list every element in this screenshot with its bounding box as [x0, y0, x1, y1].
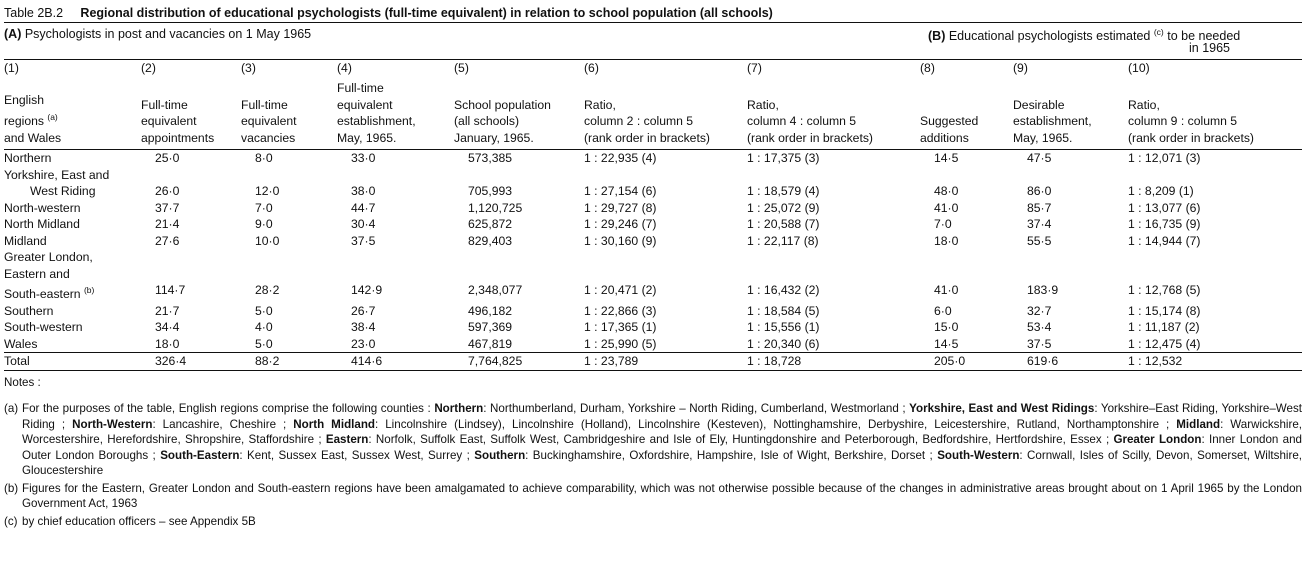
total-c6: 1 : 23,789	[584, 354, 639, 369]
table-row-continuation	[4, 266, 1302, 283]
cell-c10: 1 : 8,209 (1)	[1128, 184, 1194, 198]
header-line: (all schools)	[454, 114, 520, 128]
cell-c7	[747, 167, 920, 184]
header-line: appointments	[141, 130, 215, 145]
region-cell	[4, 282, 141, 303]
cell-c3: 10·0	[255, 233, 280, 248]
note-a-segment: : Lancashire, Cheshire ;	[152, 417, 294, 431]
cell-c8: 14·5	[934, 336, 959, 351]
region-cell	[4, 233, 141, 250]
column-header-5	[454, 80, 584, 150]
cell-c4: 33·0	[351, 151, 376, 165]
note-a-segment: : Cornwall, Isles of Scilly, Devon, Somerset, Wiltshire, Gloucestershire	[22, 448, 1303, 478]
table-row	[4, 183, 1302, 200]
cell-c7: 1 : 18,584 (5)	[747, 303, 820, 318]
table-row-continuation	[4, 167, 1302, 184]
region-name: Southern	[4, 303, 54, 318]
region-name: North-western	[4, 200, 81, 215]
cell-c4	[337, 266, 454, 283]
header-line: establishment,	[1013, 114, 1092, 128]
cell-c8: 41·0	[934, 283, 959, 297]
region-name: Eastern and	[4, 266, 70, 281]
cell-c4: 26·7	[351, 303, 376, 318]
cell-c2: 21·4	[155, 217, 180, 231]
region-name: West Riding	[30, 184, 96, 198]
note-a-segment: : Northumberland, Durham, Yorkshire – North Riding, Cumberland, Westmorland ;	[483, 402, 910, 416]
cell-c10: 1 : 12,475 (4)	[1128, 336, 1201, 351]
column-header-10	[1128, 80, 1302, 150]
cell-c5: 467,819	[468, 336, 513, 351]
cell-c6	[584, 167, 747, 184]
region-cell	[4, 266, 141, 283]
cell-c5	[454, 167, 584, 184]
total-c2: 326·4	[155, 354, 187, 369]
cell-c9: 47·5	[1027, 151, 1052, 165]
table-caption	[4, 4, 1302, 22]
note-a-region-name: Northern	[434, 402, 484, 416]
table-row	[4, 216, 1302, 233]
table-row	[4, 150, 1302, 167]
note-a-region-name: North-Western	[72, 417, 153, 431]
header-line: Full-time	[141, 97, 188, 112]
header-line: Ratio,	[747, 97, 779, 112]
column-header-9	[1013, 80, 1128, 150]
cell-c4: 37·5	[351, 233, 376, 248]
cell-c2: 37·7	[155, 200, 180, 215]
cell-c5: 573,385	[468, 151, 513, 165]
header-line: equivalent	[141, 114, 197, 128]
cell-c8: 14·5	[934, 151, 959, 165]
cell-c9: 37·5	[1027, 336, 1052, 351]
cell-c5: 2,348,077	[468, 283, 523, 297]
cell-c7: 1 : 17,375 (3)	[747, 151, 820, 165]
cell-c6: 1 : 22,866 (3)	[584, 303, 657, 318]
table-row	[4, 282, 1302, 303]
total-c5: 7,764,825	[468, 354, 523, 369]
table-row	[4, 319, 1302, 336]
note-a-segment: : Yorkshire–East Riding, Yorkshire–West Riding ;	[22, 402, 1302, 431]
document-page	[4, 4, 1302, 531]
table-title: Regional distribution of educational psychologists (full-time equivalent) in relation to school population (all schools)	[80, 6, 773, 20]
cell-c4: 38·0	[351, 184, 376, 198]
cell-c7: 1 : 18,579 (4)	[747, 184, 820, 198]
column-header-2	[141, 80, 241, 150]
cell-c3: 7·0	[255, 200, 273, 215]
cell-c8	[920, 266, 1013, 283]
cell-c2	[141, 266, 241, 283]
cell-c3: 9·0	[255, 217, 273, 231]
section-b-text-2: to be needed	[1167, 29, 1241, 44]
total-row	[4, 353, 1302, 370]
note-a-region-name: Eastern	[325, 433, 369, 447]
note-a-label: (a)	[4, 402, 19, 416]
region-name: Greater London,	[4, 250, 93, 264]
cell-c3: 4·0	[255, 320, 273, 335]
cell-c9: 86·0	[1027, 184, 1052, 198]
region-name: North Midland	[4, 217, 80, 231]
column-number-1: (1)	[4, 61, 19, 75]
cell-c3: 5·0	[255, 336, 273, 351]
cell-c5: 496,182	[468, 303, 513, 318]
table-row	[4, 233, 1302, 250]
cell-c9: 55·5	[1027, 233, 1052, 248]
cell-c2: 114·7	[155, 283, 186, 297]
cell-c5: 1,120,725	[468, 200, 523, 215]
header-line: School population	[454, 97, 551, 112]
header-line: May, 1965.	[1013, 130, 1073, 145]
header-line: Suggested	[920, 114, 979, 128]
note-a-segment: : Buckinghamshire, Oxfordshire, Hampshire, Isle of Wight, Berkshire, Dorset ;	[525, 448, 938, 462]
header-line: May, 1965.	[337, 130, 397, 145]
note-a-region-name: Yorkshire, East and West Ridings	[909, 402, 1095, 416]
note-c-text: by chief education officers – see Appendix 5B	[22, 514, 256, 528]
note-b-text: Figures for the Eastern, Greater London and South-eastern regions have been amalgamated to achieve comparability, which was not otherwise possible because of the changes in administrative areas brought about on 1 April 1965 by the London Government Act, 1963	[22, 481, 1302, 511]
total-c9: 619·6	[1027, 354, 1059, 369]
table-total	[4, 353, 1302, 370]
cell-c3: 5·0	[255, 303, 273, 318]
column-number-7: (7)	[747, 61, 762, 75]
note-a-segment: : Warwickshire, Worcestershire, Herefordshire, Shropshire, Staffordshire ;	[22, 417, 1303, 447]
column-number-6: (6)	[584, 61, 599, 75]
cell-c4: 44·7	[351, 200, 376, 215]
header-line: additions	[920, 130, 969, 145]
header-line: equivalent	[241, 114, 297, 128]
cell-c6: 1 : 17,365 (1)	[584, 320, 657, 335]
cell-c10	[1128, 249, 1302, 266]
total-c7: 1 : 18,728	[747, 354, 802, 369]
header-line: (rank order in brackets)	[1128, 130, 1254, 145]
column-header-row	[4, 80, 1302, 150]
cell-c6: 1 : 25,990 (5)	[584, 336, 657, 351]
cell-c3	[241, 167, 337, 184]
cell-c4: 23·0	[351, 336, 376, 351]
total-label: Total	[4, 354, 30, 369]
cell-c3: 8·0	[255, 151, 273, 165]
total-c8: 205·0	[934, 354, 966, 369]
header-line: establishment,	[337, 114, 416, 128]
cell-c8: 18·0	[934, 233, 959, 248]
note-c-label: (c)	[4, 514, 18, 528]
cell-c5: 829,403	[468, 233, 513, 248]
cell-c9: 37·4	[1027, 217, 1052, 231]
cell-c10	[1128, 167, 1302, 184]
header-line: column 9 : column 5	[1128, 114, 1238, 128]
column-header-3	[241, 80, 337, 150]
note-a-text	[22, 401, 1302, 479]
region-name: Northern	[4, 151, 52, 165]
bottom-rule	[4, 370, 1302, 371]
cell-c2: 25·0	[155, 151, 180, 165]
table-body	[4, 150, 1302, 353]
note-a-region-name: Southern	[474, 448, 526, 462]
region-cell	[4, 200, 141, 217]
note-b	[4, 481, 1302, 512]
cell-c7	[747, 249, 920, 266]
table-row	[4, 200, 1302, 217]
table-row-continuation	[4, 249, 1302, 266]
cell-c5: 597,369	[468, 320, 513, 335]
note-a-segment: : Inner London and Outer London Boroughs ;	[22, 433, 1302, 462]
column-header-7	[747, 80, 920, 150]
cell-c3	[241, 266, 337, 283]
cell-c8: 41·0	[934, 200, 959, 215]
cell-c7: 1 : 25,072 (9)	[747, 200, 820, 215]
column-number-2: (2)	[141, 61, 156, 75]
cell-c10: 1 : 12,768 (5)	[1128, 283, 1201, 297]
region-name: South-eastern	[4, 287, 81, 302]
header-line: equivalent	[337, 97, 393, 112]
header-line: vacancies	[241, 130, 296, 145]
region-cell	[4, 249, 141, 266]
cell-c5	[454, 266, 584, 283]
column-header-1	[4, 80, 141, 150]
header-line-text: regions	[4, 114, 44, 128]
cell-c2	[141, 249, 241, 266]
header-line: column 4 : column 5	[747, 114, 857, 128]
cell-c6	[584, 249, 747, 266]
cell-c10: 1 : 11,187 (2)	[1128, 320, 1200, 335]
cell-c10: 1 : 15,174 (8)	[1128, 303, 1201, 318]
column-header-8	[920, 80, 1013, 150]
region-name: South-western	[4, 320, 83, 335]
cell-c2: 18·0	[155, 336, 180, 351]
cell-c9	[1013, 249, 1128, 266]
cell-c8	[920, 167, 1013, 184]
total-c3: 88·2	[255, 354, 280, 369]
column-number-10: (10)	[1128, 61, 1150, 75]
cell-c6: 1 : 29,246 (7)	[584, 217, 657, 231]
total-c10: 1 : 12,532	[1128, 354, 1183, 369]
section-b-footnote-ref: (c)	[1153, 27, 1164, 37]
header-line: Full-time	[241, 97, 288, 112]
cell-c5: 705,993	[468, 184, 513, 198]
cell-c2: 21·7	[155, 303, 180, 318]
note-a-segment: : Lincolnshire (Lindsey), Lincolnshire (Holland), Lincolnshire (Kesteven), Nottinghamshire, Derbyshire, Leicestershire, Rutland, Northamptonshire ;	[374, 417, 1177, 431]
cell-c3	[241, 249, 337, 266]
cell-c5: 625,872	[468, 217, 513, 231]
cell-c8	[920, 249, 1013, 266]
cell-c10: 1 : 13,077 (6)	[1128, 200, 1201, 215]
cell-c3: 28·2	[255, 283, 280, 297]
region-cell	[4, 319, 141, 336]
note-a-segment: : Norfolk, Suffolk East, Suffolk West, Cambridgeshire and Isle of Ely, Huntingdonshire and Peterborough, Bedfordshire, Hertfordshire, Essex ;	[368, 433, 1114, 447]
data-table	[4, 60, 1302, 370]
cell-c2: 34·4	[155, 320, 180, 335]
header-line: and Wales	[4, 130, 62, 145]
cell-c7: 1 : 15,556 (1)	[747, 320, 820, 335]
header-line	[4, 109, 141, 130]
cell-c8: 15·0	[934, 320, 959, 335]
region-cell	[4, 336, 141, 353]
cell-c6: 1 : 30,160 (9)	[584, 233, 657, 248]
cell-c4	[337, 167, 454, 184]
cell-c7: 1 : 22,117 (8)	[747, 233, 819, 248]
section-b-label: (B)	[928, 29, 946, 44]
cell-c6: 1 : 22,935 (4)	[584, 151, 657, 165]
cell-c2: 26·0	[155, 184, 180, 198]
header-line: (rank order in brackets)	[747, 130, 873, 145]
cell-c9	[1013, 167, 1128, 184]
section-headings	[4, 23, 1302, 59]
note-a-region-name: Midland	[1176, 417, 1221, 431]
cell-c10: 1 : 16,735 (9)	[1128, 217, 1201, 231]
section-a-heading	[4, 27, 311, 41]
header-line: English	[4, 93, 44, 108]
cell-c8: 48·0	[934, 184, 959, 198]
note-a-segment: For the purposes of the table, English regions comprise the following counties :	[22, 402, 435, 416]
note-b-label: (b)	[4, 481, 19, 495]
region-name: Yorkshire, East and	[4, 167, 110, 182]
header-line: Full-time	[337, 81, 384, 95]
cell-c7	[747, 266, 920, 283]
cell-c8: 7·0	[934, 217, 952, 231]
footnote-ref-b: (b)	[83, 285, 95, 295]
region-cell	[4, 167, 141, 184]
column-number-9: (9)	[1013, 61, 1028, 75]
cell-c3: 12·0	[255, 184, 280, 198]
column-number-4: (4)	[337, 61, 352, 75]
table-row	[4, 336, 1302, 353]
cell-c6: 1 : 20,471 (2)	[584, 283, 657, 297]
column-number-3: (3)	[241, 61, 256, 75]
column-header-6	[584, 80, 747, 150]
cell-c7: 1 : 20,340 (6)	[747, 336, 820, 351]
note-a-region-name: North Midland	[293, 417, 375, 431]
footnote-ref-a: (a)	[47, 111, 58, 122]
cell-c4: 142·9	[351, 283, 383, 297]
cell-c5	[454, 249, 584, 266]
cell-c10	[1128, 266, 1302, 283]
note-a-region-name: South-Western	[937, 448, 1020, 462]
cell-c9	[1013, 266, 1128, 283]
cell-c10: 1 : 14,944 (7)	[1128, 233, 1201, 248]
section-a-text: Psychologists in post and vacancies on 1 May 1965	[24, 27, 312, 41]
column-number-row	[4, 60, 1302, 80]
cell-c9: 32·7	[1027, 303, 1052, 318]
header-line: (rank order in brackets)	[584, 130, 710, 145]
region-cell	[4, 183, 141, 200]
note-a-segment: : Kent, Sussex East, Sussex West, Surrey ;	[239, 448, 475, 462]
table-row	[4, 303, 1302, 320]
header-line: Desirable	[1013, 97, 1065, 112]
cell-c6	[584, 266, 747, 283]
total-c4: 414·6	[351, 354, 383, 369]
cell-c9: 85·7	[1027, 200, 1052, 215]
note-c	[4, 514, 1302, 530]
cell-c9: 53·4	[1027, 320, 1052, 335]
column-number-8: (8)	[920, 61, 935, 75]
cell-c9: 183·9	[1027, 283, 1059, 297]
cell-c4	[337, 249, 454, 266]
cell-c7: 1 : 20,588 (7)	[747, 217, 820, 231]
note-a-region-name: South-Eastern	[160, 448, 240, 462]
header-line: column 2 : column 5	[584, 114, 694, 128]
cell-c7: 1 : 16,432 (2)	[747, 283, 820, 297]
column-header-4	[337, 80, 454, 150]
region-cell	[4, 303, 141, 320]
header-line: January, 1965.	[454, 130, 534, 145]
region-name: Wales	[4, 336, 38, 351]
section-b-text: Educational psychologists estimated	[948, 29, 1151, 44]
cell-c4: 38·4	[351, 320, 376, 335]
cell-c6: 1 : 29,727 (8)	[584, 200, 657, 215]
cell-c6: 1 : 27,154 (6)	[584, 184, 657, 198]
region-cell	[4, 150, 141, 167]
cell-c4: 30·4	[351, 217, 376, 231]
column-number-5: (5)	[454, 61, 469, 75]
notes-section	[4, 375, 1302, 530]
header-line: Ratio,	[1128, 97, 1160, 112]
cell-c8: 6·0	[934, 303, 952, 318]
region-name: Midland	[4, 233, 47, 248]
section-a-label: (A)	[4, 27, 22, 41]
cell-c2: 27·6	[155, 233, 180, 248]
notes-heading: Notes :	[4, 375, 41, 389]
region-cell	[4, 216, 141, 233]
header-line: Ratio,	[584, 97, 616, 112]
note-a-region-name: Greater London	[1113, 433, 1202, 447]
section-b-year: in 1965	[1189, 41, 1231, 55]
cell-c10: 1 : 12,071 (3)	[1128, 151, 1201, 165]
table-number: Table 2B.2	[4, 6, 64, 20]
note-a	[4, 401, 1302, 479]
cell-c2	[141, 167, 241, 184]
